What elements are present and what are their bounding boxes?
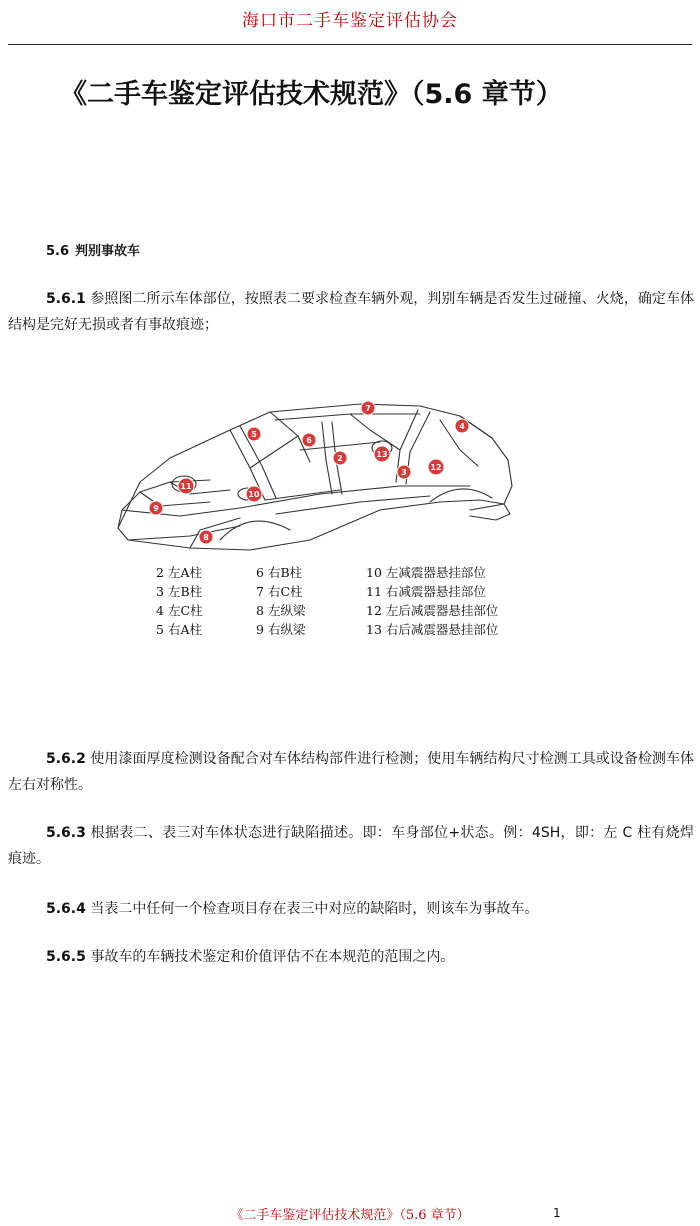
- marker-9: [149, 501, 163, 515]
- legend-item: 11 右减震器悬挂部位: [366, 584, 486, 599]
- svg-text:2: 2: [337, 454, 343, 463]
- paragraph-5-6-5: [8, 944, 694, 970]
- legend-item: 2 左A柱: [156, 565, 202, 580]
- section-number: 5.6: [46, 244, 70, 259]
- legend-item: 12 左后减震器悬挂部位: [366, 603, 499, 618]
- marker-5: [247, 427, 261, 441]
- section-heading: [46, 240, 140, 259]
- page-number: 1: [553, 1206, 561, 1220]
- paragraph-text: 参照图二所示车体部位，按照表二要求检查车辆外观，判别车辆是否发生过碰撞、火烧，确定车体结构是完好无损或者有事故痕迹；: [8, 291, 695, 333]
- legend-item: 10 左减震器悬挂部位: [366, 565, 486, 580]
- section-title: 判别事故车: [75, 244, 141, 259]
- paragraph-number: 5.6.2: [46, 751, 86, 767]
- marker-2: [333, 451, 347, 465]
- legend-item: 4 左C柱: [156, 603, 203, 618]
- paragraph-number: 5.6.5: [46, 949, 86, 965]
- legend-item: 5 右A柱: [156, 622, 202, 637]
- paragraph-5-6-4: [8, 896, 694, 922]
- paragraph-5-6-1: [8, 286, 694, 338]
- marker-6: [302, 433, 316, 447]
- svg-text:5: 5: [251, 430, 257, 439]
- paragraph-number: 5.6.4: [46, 901, 86, 917]
- paragraph-5-6-2: [8, 746, 694, 798]
- paragraph-text: 当表二中任何一个检查项目存在表三中对应的缺陷时，则该车为事故车。: [90, 901, 539, 917]
- header-organization: 海口市二手车鉴定评估协会: [242, 11, 458, 31]
- legend-item: 6 右B柱: [256, 565, 303, 580]
- paragraph-number: 5.6.3: [46, 825, 86, 841]
- paragraph-text: 根据表二、表三对车体状态进行缺陷描述。即：车身部位+状态。例：4SH，即：左 C 柱有烧焊痕迹。: [8, 825, 694, 867]
- header-divider: [8, 44, 692, 45]
- svg-text:7: 7: [365, 404, 371, 413]
- marker-7: [361, 401, 375, 415]
- marker-11: [178, 478, 194, 494]
- svg-text:3: 3: [401, 468, 407, 477]
- legend-item: 9 右纵梁: [256, 622, 306, 637]
- marker-10: [246, 486, 262, 502]
- legend-item: 13 右后减震器悬挂部位: [366, 622, 499, 637]
- legend-item: 8 左纵梁: [256, 603, 306, 618]
- svg-text:13: 13: [376, 450, 388, 459]
- paragraph-5-6-3: [8, 820, 694, 872]
- svg-text:10: 10: [248, 490, 260, 499]
- svg-text:8: 8: [203, 533, 209, 542]
- svg-text:11: 11: [180, 482, 192, 491]
- footer-title: 《二手车鉴定评估技术规范》（5.6 章节）: [230, 1208, 470, 1223]
- marker-8: [199, 530, 213, 544]
- svg-text:9: 9: [153, 504, 159, 513]
- figure-legend: [156, 563, 556, 639]
- document-title: 《二手车鉴定评估技术规范》（5.6 章节）: [60, 79, 563, 110]
- marker-4: [455, 419, 469, 433]
- svg-text:4: 4: [459, 422, 465, 431]
- paragraph-text: 使用漆面厚度检测设备配合对车体结构部件进行检测；使用车辆结构尺寸检测工具或设备检测车体左右对称性。: [8, 751, 695, 793]
- marker-13: [374, 446, 390, 462]
- svg-text:6: 6: [306, 436, 312, 445]
- legend-item: 3 左B柱: [156, 584, 203, 599]
- marker-3: [397, 465, 411, 479]
- svg-text:12: 12: [430, 463, 442, 472]
- paragraph-text: 事故车的车辆技术鉴定和价值评估不在本规范的范围之内。: [90, 949, 455, 965]
- legend-item: 7 右C柱: [256, 584, 303, 599]
- marker-12: [428, 459, 444, 475]
- paragraph-number: 5.6.1: [46, 291, 86, 307]
